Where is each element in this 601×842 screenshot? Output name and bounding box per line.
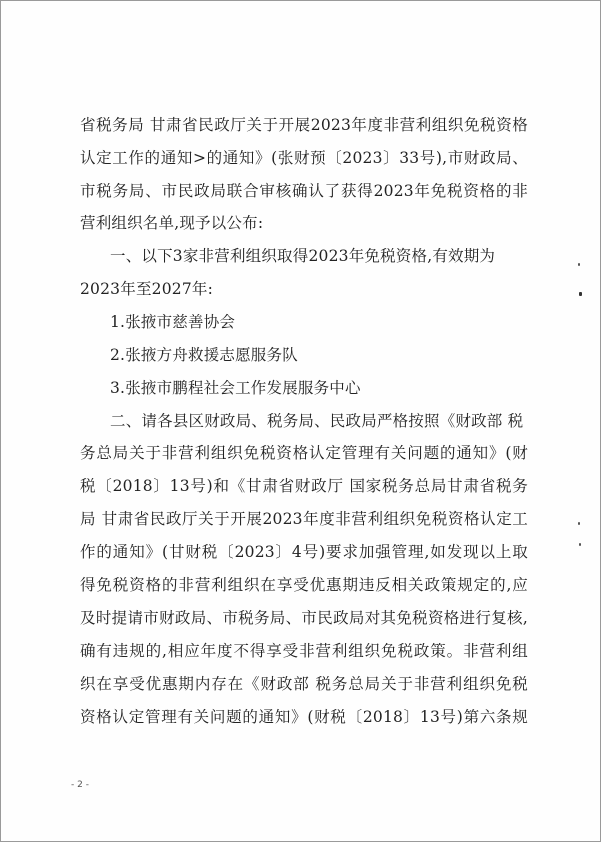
list-item: 3.张掖市鹏程社会工作发展服务中心 [110,379,361,397]
body-line: 得免税资格的非营利组织在享受优惠期违反相关政策规定的,应 [80,576,528,594]
section-two-heading: 二、请各县区财政局、税务局、民政局严格按照《财政部 税 [110,412,524,430]
body-line: 税〔2018〕13号)和《甘肃省财政厅 国家税务总局甘肃省税务 [80,477,528,495]
body-line: 作的通知》(甘财税〔2023〕4号)要求加强管理,如发现以上取 [80,543,528,561]
scan-speck [578,522,580,525]
body-line: 资格认定管理有关问题的通知》(财税〔2018〕13号)第六条规 [80,708,528,726]
section-one-heading: 一、以下3家非营利组织取得2023年免税资格,有效期为 [110,247,496,265]
scan-speck [579,543,581,546]
body-line: 确有违规的,相应年度不得享受非营利组织免税政策。非营利组 [80,642,528,660]
body-line: 市税务局、市民政局联合审核确认了获得2023年免税资格的非 [80,182,528,200]
body-line: 及时提请市财政局、市税务局、市民政局对其免税资格进行复核, [80,609,528,627]
body-line: 营利组织名单,现予以公布: [80,214,264,232]
list-item: 1.张掖市慈善协会 [110,313,236,331]
list-item: 2.张掖方舟救援志愿服务队 [110,346,298,364]
scan-speck [578,263,580,266]
body-line: 织在享受优惠期内存在《财政部 税务总局关于非营利组织免税 [80,675,528,693]
body-line: 务总局关于非营利组织免税资格认定管理有关问题的通知》(财 [80,444,528,462]
body-line: 2023年至2027年: [80,280,214,298]
body-line: 认定工作的通知>的通知》(张财预〔2023〕33号),市财政局、 [80,149,528,167]
scan-speck [579,292,582,296]
body-line: 省税务局 甘肃省民政厅关于开展2023年度非营利组织免税资格 [80,116,528,134]
page-number: - 2 - [71,780,89,790]
body-line: 局 甘肃省民政厅关于开展2023年度非营利组织免税资格认定工 [80,510,528,528]
